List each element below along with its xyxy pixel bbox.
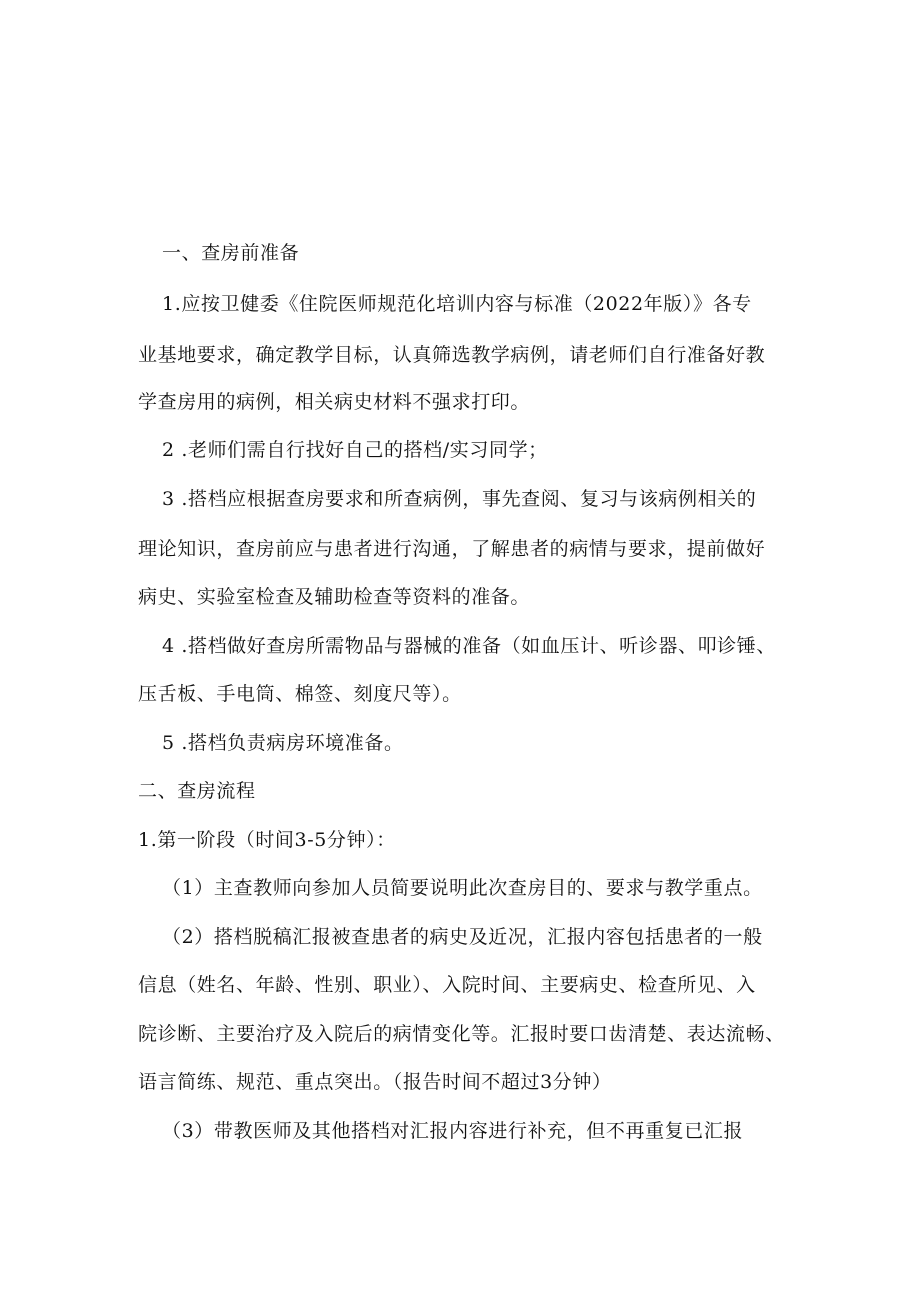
paragraph-line: 学查房用的病例，相关病史材料不强求打印。: [138, 391, 531, 413]
paragraph-line: 1.应按卫健委《住院医师规范化培训内容与标准（2022年版）》各专: [162, 293, 752, 315]
paragraph-line: 业基地要求，确定教学目标，认真筛选教学病例，请老师们自行准备好教: [138, 344, 766, 366]
paragraph-line: 1.第一阶段（时间3-5分钟）：: [138, 829, 396, 851]
section-heading-preparation: 一、查房前准备: [162, 242, 300, 264]
paragraph-line: 院诊断、主要治疗及入院后的病情变化等。汇报时要口齿清楚、表达流畅、: [138, 1023, 785, 1045]
paragraph-line: 压舌板、手电筒、棉签、刻度尺等）。: [138, 683, 462, 705]
paragraph-line: 语言简练、规范、重点突出。（报告时间不超过3分钟）: [138, 1071, 612, 1093]
section-heading-process: 二、查房流程: [138, 780, 256, 802]
paragraph-line: 信息（姓名、年龄、性别、职业）、入院时间、主要病史、检查所见、入: [138, 974, 756, 996]
paragraph-line: 4 .搭档做好查房所需物品与器械的准备（如血压计、听诊器、叩诊锤、: [162, 635, 776, 657]
paragraph-line: 5 .搭档负责病房环境准备。: [162, 732, 404, 754]
paragraph-line: （1）主查教师向参加人员简要说明此次查房目的、要求与教学重点。: [162, 877, 763, 899]
paragraph-line: 3 .搭档应根据查房要求和所查病例，事先查阅、复习与该病例相关的: [162, 488, 757, 510]
paragraph-line: 2 .老师们需自行找好自己的搭档/实习同学；: [162, 439, 548, 461]
paragraph-line: 病史、实验室检查及辅助检查等资料的准备。: [138, 586, 531, 608]
paragraph-line: （2）搭档脱稿汇报被查患者的病史及近况，汇报内容包括患者的一般: [162, 926, 763, 948]
paragraph-line: 理论知识，查房前应与患者进行沟通，了解患者的病情与要求，提前做好: [138, 538, 766, 560]
paragraph-line: （3）带教医师及其他搭档对汇报内容进行补充，但不再重复已汇报: [162, 1120, 744, 1142]
